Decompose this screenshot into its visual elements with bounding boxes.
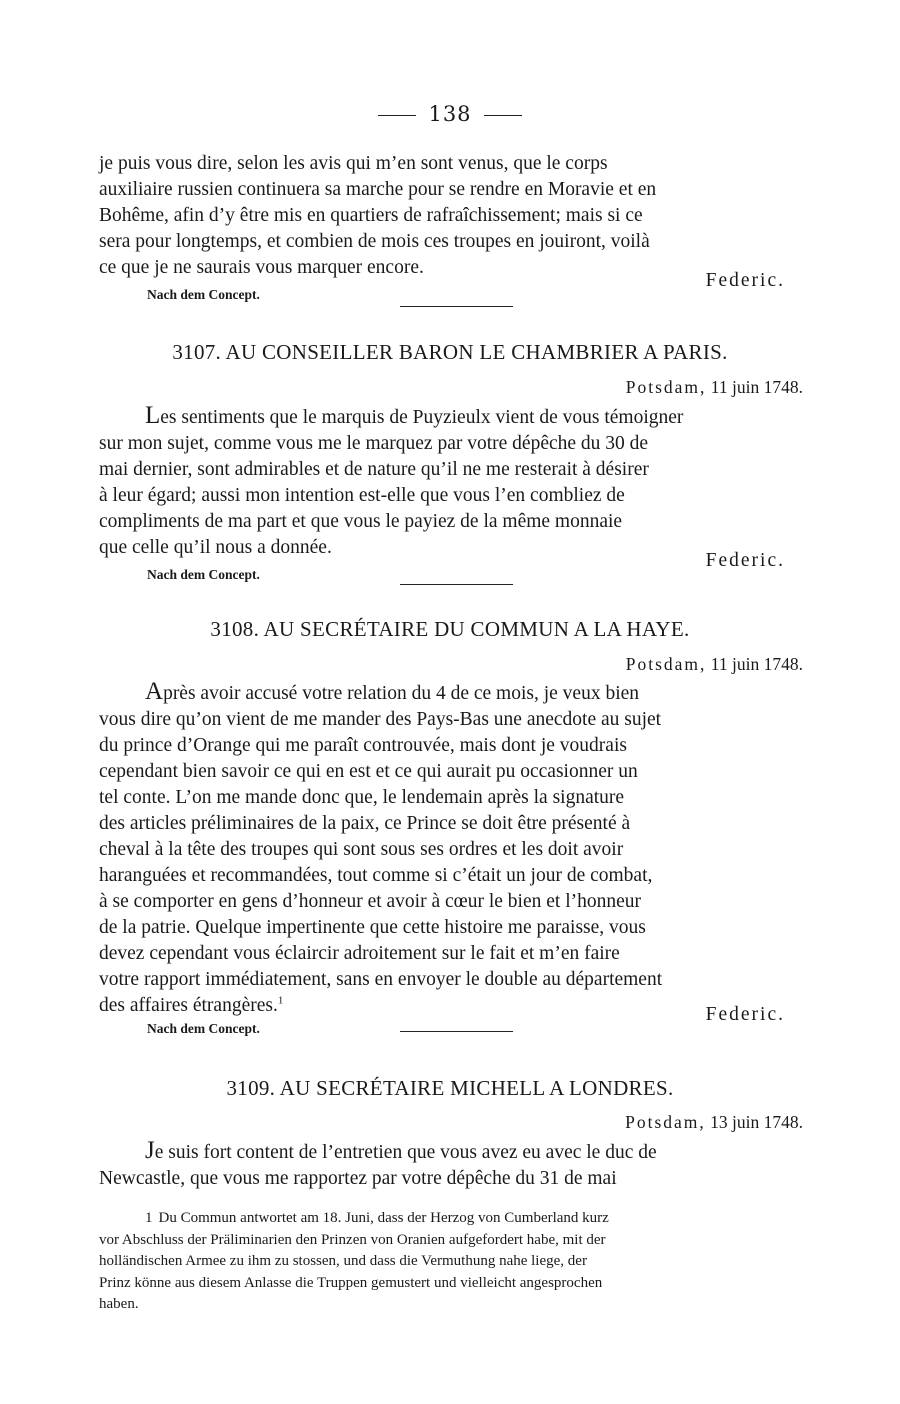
initial-letter: J <box>145 1137 155 1164</box>
footnote-reference: 1 <box>277 994 284 1007</box>
text-line: de la patrie. Quelque impertinente que cette histoire me paraisse, vous <box>99 917 646 938</box>
signature: Federic. <box>705 270 785 291</box>
footnote-line-content: Du Commun antwortet am 18. Juni, dass der Herzog von Cumberland kurz <box>158 1210 609 1226</box>
text-line <box>99 993 809 1019</box>
dateline <box>625 1112 803 1133</box>
letter-body <box>99 679 809 1019</box>
text-line: des articles préliminaires de la paix, ce Prince se doit être présenté à <box>99 813 631 834</box>
text-line: cheval à la tête des troupes qui sont sous ses ordres et les doit avoir <box>99 839 624 860</box>
text-line: auxiliaire russien continuera sa marche pour se rendre en Moravie et en <box>99 179 657 200</box>
text-line: votre rapport immédiatement, sans en envoyer le double au département <box>99 969 663 990</box>
dateline-place: Potsdam, <box>625 1112 706 1132</box>
text-line-content: près avoir accusé votre relation du 4 de ce mois, je veux bien <box>163 683 640 704</box>
text-line: à se comporter en gens d’honneur et avoir à cœur le bien et l’honneur <box>99 891 642 912</box>
text-line: sera pour longtemps, et combien de mois ces troupes en jouiront, voilà <box>99 231 650 252</box>
text-line: mai dernier, sont admirables et de nature qu’il ne me resterait à désirer <box>99 459 649 480</box>
text-line: devez cependant vous éclaircir adroitement sur le fait et m’en faire <box>99 943 620 964</box>
text-line: compliments de ma part et que vous le payiez de la même monnaie <box>99 511 623 532</box>
signature: Federic. <box>705 550 785 571</box>
page-number-dash-left <box>378 115 416 116</box>
text-line <box>99 679 809 707</box>
source-note: Nach dem Concept. <box>147 1021 260 1036</box>
letter-heading: 3107. AU CONSEILLER BARON LE CHAMBRIER A PARIS. <box>172 340 728 364</box>
text-line: haranguées et recommandées, tout comme si c’était un jour de combat, <box>99 865 653 886</box>
text-line <box>99 403 809 431</box>
letter-heading: 3109. AU SECRÉTAIRE MICHELL A LONDRES. <box>226 1076 674 1100</box>
source-note: Nach dem Concept. <box>147 567 260 582</box>
footnote-line: Prinz könne aus diesem Anlasse die Truppen gemustert und vielleicht angesprochen <box>99 1274 603 1291</box>
footnote-mark: 1 <box>145 1210 153 1226</box>
letter-heading: 3108. AU SECRÉTAIRE DU COMMUN A LA HAYE. <box>210 617 690 641</box>
intro-text <box>99 151 809 281</box>
footnote-line: haben. <box>99 1296 139 1312</box>
text-line-content: es sentiments que le marquis de Puyzieulx vient de vous témoigner <box>160 407 684 428</box>
letter-body <box>99 403 809 561</box>
text-line: ce que je ne saurais vous marquer encore. <box>99 257 424 278</box>
dateline-place: Potsdam, <box>625 377 707 397</box>
page-number-dash-right <box>484 115 522 116</box>
text-line: Newcastle, que vous me rapportez par votre dépêche du 31 de mai <box>99 1168 617 1189</box>
source-note: Nach dem Concept. <box>147 287 260 302</box>
dateline-date: 13 juin 1748. <box>710 1112 803 1132</box>
text-line: sur mon sujet, comme vous me le marquez par votre dépêche du 30 de <box>99 433 649 454</box>
letter-body <box>99 1138 809 1192</box>
page-number-text: 138 <box>428 102 472 126</box>
dateline-date: 11 juin 1748. <box>710 377 803 397</box>
text-line: que celle qu’il nous a donnée. <box>99 537 332 558</box>
dateline <box>626 377 803 398</box>
footnote-line <box>99 1208 809 1230</box>
section-rule <box>400 306 513 307</box>
initial-letter: A <box>145 678 164 705</box>
signature: Federic. <box>705 1004 785 1025</box>
footnote-line: vor Abschluss der Präliminarien den Prinzen von Oranien aufgefordert habe, mit der <box>99 1231 606 1248</box>
text-line: vous dire qu’on vient de me mander des Pays-Bas une anecdote au sujet <box>99 709 662 730</box>
text-line: cependant bien savoir ce qui en est et ce qui aurait pu occasionner un <box>99 761 638 782</box>
page-number <box>0 102 900 126</box>
dateline-place: Potsdam, <box>625 654 707 674</box>
section-rule <box>400 584 513 585</box>
footnote-line: holländischen Armee zu ihm zu stossen, und dass die Vermuthung nahe liege, der <box>99 1253 587 1269</box>
text-line: du prince d’Orange qui me paraît controuvée, mais dont je voudrais <box>99 735 627 756</box>
text-line: à leur égard; aussi mon intention est-elle que vous l’en combliez de <box>99 485 625 506</box>
section-rule <box>400 1031 513 1032</box>
text-line: tel conte. L’on me mande donc que, le lendemain après la signature <box>99 787 625 808</box>
initial-letter: L <box>145 402 161 429</box>
text-line-content: e suis fort content de l’entretien que vous avez eu avec le duc de <box>154 1142 657 1163</box>
text-line <box>99 1138 809 1166</box>
text-line: je puis vous dire, selon les avis qui m’en sont venus, que le corps <box>99 153 608 174</box>
footnote <box>99 1208 809 1316</box>
text-line: Bohême, afin d’y être mis en quartiers de rafraîchissement; mais si ce <box>99 205 643 226</box>
dateline <box>626 654 803 675</box>
dateline-date: 11 juin 1748. <box>710 654 803 674</box>
text-line-content: des affaires étrangères. <box>99 995 278 1016</box>
